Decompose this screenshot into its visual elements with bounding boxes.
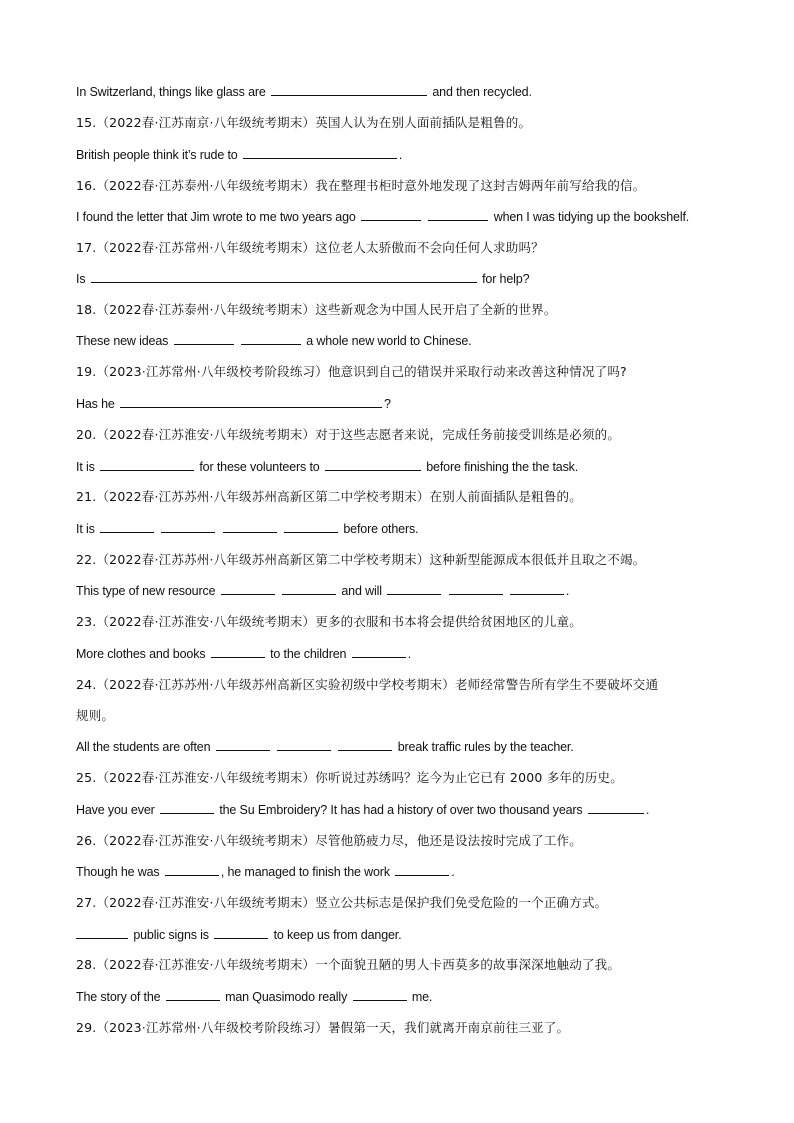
q17-english-line: Is for help? (76, 272, 530, 286)
q17-prompt: 17.（2022春·江苏常州·八年级统考期末）这位老人太骄傲而不会向任何人求助吗？ (76, 240, 544, 255)
answer-blank[interactable] (510, 593, 564, 595)
q19-english-line: Has he ? (76, 397, 391, 411)
answer-blank[interactable] (100, 469, 194, 471)
q21-english-line: It is before others. (76, 522, 419, 536)
q18-prompt: 18.（2022春·江苏泰州·八年级统考期末）这些新观念为中国人民开启了全新的世界。 (76, 302, 557, 317)
q28-english-line: The story of the man Quasimodo really me. (76, 990, 433, 1004)
q21-prompt: 21.（2022春·江苏苏州·八年级苏州高新区第二中学校考期末）在别人前面插队是粗鲁的。 (76, 489, 582, 504)
answer-blank[interactable] (271, 94, 427, 96)
answer-blank[interactable] (174, 343, 234, 345)
answer-blank[interactable] (223, 531, 277, 533)
answer-blank[interactable] (282, 593, 336, 595)
q24-prompt-continued: 规则。 (76, 708, 115, 723)
q24-english-line: All the students are often break traffic rules by the teacher. (76, 740, 574, 754)
answer-blank[interactable] (221, 593, 275, 595)
q16-english-line: I found the letter that Jim wrote to me two years ago when I was tidying up the bookshelf. (76, 210, 690, 224)
answer-blank[interactable] (361, 219, 421, 221)
answer-blank[interactable] (588, 812, 644, 814)
answer-blank[interactable] (352, 656, 406, 658)
answer-blank[interactable] (449, 593, 503, 595)
q22-english-line: This type of new resource and will . (76, 584, 570, 598)
answer-blank[interactable] (428, 219, 488, 221)
answer-blank[interactable] (277, 749, 331, 751)
answer-blank[interactable] (165, 874, 219, 876)
answer-blank[interactable] (76, 937, 128, 939)
answer-blank[interactable] (216, 749, 270, 751)
q23-prompt: 23.（2022春·江苏淮安·八年级统考期末）更多的衣服和书本将会提供给贫困地区的儿童。 (76, 614, 582, 629)
q25-prompt: 25.（2022春·江苏淮安·八年级统考期末）你听说过苏绣吗？迄今为止它已有 2000 多年的历史。 (76, 770, 623, 785)
q16-prompt: 16.（2022春·江苏泰州·八年级统考期末）我在整理书柜时意外地发现了这封吉姆两年前写给我的信。 (76, 178, 646, 193)
q15-english-line: British people think it’s rude to . (76, 148, 403, 162)
answer-blank[interactable] (387, 593, 441, 595)
q20-english-line: It is for these volunteers to before finishing the the task. (76, 460, 579, 474)
answer-blank[interactable] (214, 937, 268, 939)
q27-english-line: public signs is to keep us from danger. (76, 927, 401, 943)
answer-blank[interactable] (120, 406, 382, 408)
q18-english-line: These new ideas a whole new world to Chinese. (76, 334, 472, 348)
q26-english-line: Though he was , he managed to finish the work . (76, 865, 455, 879)
q23-english-line: More clothes and books to the children . (76, 647, 412, 661)
answer-blank[interactable] (91, 281, 477, 283)
answer-blank[interactable] (395, 874, 449, 876)
q19-prompt: 19.（2023·江苏常州·八年级校考阶段练习）他意识到自己的错误并采取行动来改善这种情况了吗? (76, 364, 627, 379)
q29-prompt: 29.（2023·江苏常州·八年级校考阶段练习）暑假第一天，我们就离开南京前往三亚了。 (76, 1020, 570, 1035)
q14-english-line: In Switzerland, things like glass are and then recycled. (76, 85, 532, 99)
q27-prompt: 27.（2022春·江苏淮安·八年级统考期末）竖立公共标志是保护我们免受危险的一个正确方式。 (76, 895, 608, 910)
answer-blank[interactable] (166, 999, 220, 1001)
answer-blank[interactable] (284, 531, 338, 533)
q20-prompt: 20.（2022春·江苏淮安·八年级统考期末）对于这些志愿者来说，完成任务前接受训练是必须的。 (76, 427, 621, 442)
q28-prompt: 28.（2022春·江苏淮安·八年级统考期末）一个面貌丑陋的男人卡西莫多的故事深深地触动了我。 (76, 957, 621, 972)
answer-blank[interactable] (243, 157, 397, 159)
answer-blank[interactable] (100, 531, 154, 533)
answer-blank[interactable] (241, 343, 301, 345)
q22-prompt: 22.（2022春·江苏苏州·八年级苏州高新区第二中学校考期末）这种新型能源成本很低并且取之不竭。 (76, 552, 646, 567)
answer-blank[interactable] (325, 469, 421, 471)
answer-blank[interactable] (338, 749, 392, 751)
q25-english-line: Have you ever the Su Embroidery? It has had a history of over two thousand years . (76, 803, 650, 817)
q26-prompt: 26.（2022春·江苏淮安·八年级统考期末）尽管他筋疲力尽，他还是设法按时完成了工作。 (76, 833, 582, 848)
q24-prompt: 24.（2022春·江苏苏州·八年级苏州高新区实验初级中学校考期末）老师经常警告所有学生不要破坏交通 (76, 677, 659, 692)
answer-blank[interactable] (353, 999, 407, 1001)
q15-prompt: 15.（2022春·江苏南京·八年级统考期末）英国人认为在别人面前插队是粗鲁的。 (76, 115, 532, 130)
answer-blank[interactable] (161, 531, 215, 533)
answer-blank[interactable] (211, 656, 265, 658)
answer-blank[interactable] (160, 812, 214, 814)
